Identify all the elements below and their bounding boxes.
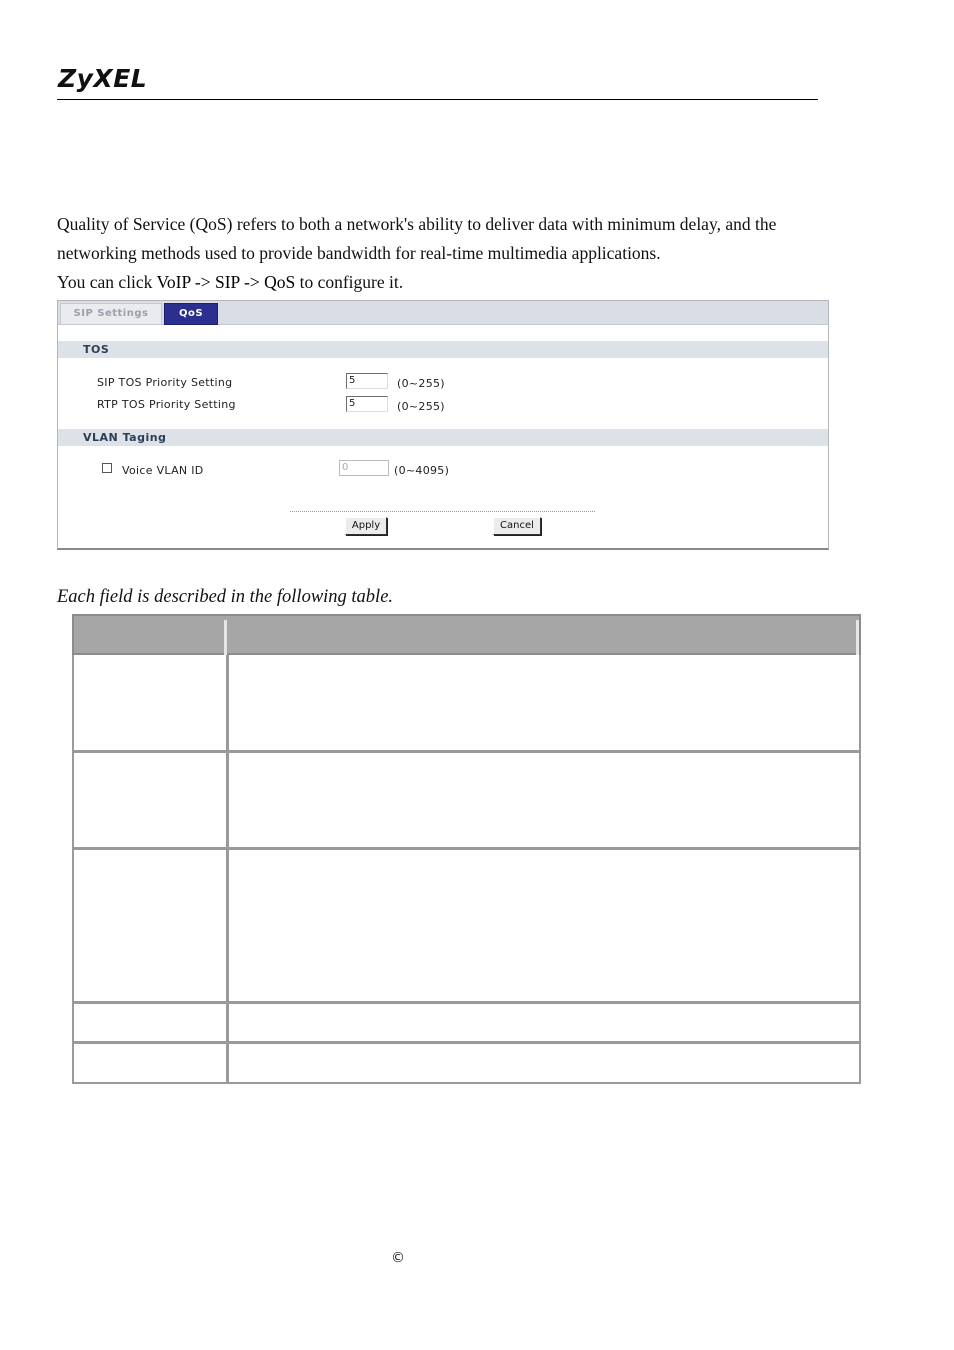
field-table-header [72,614,861,655]
sip-tos-input[interactable]: 5 [346,373,388,389]
tab-bar [58,301,828,325]
intro-line-3-prefix: You can click [57,272,157,292]
field-table [72,614,861,1084]
intro-line-3 [57,268,403,297]
section-tos [58,341,828,358]
table-caption: Each field is described in the following table. [57,587,394,607]
table-row [72,1001,861,1004]
zyxel-logo: ZyXEL [58,64,148,93]
table-row [72,847,861,850]
section-vlan [58,429,828,446]
rtp-tos-input[interactable]: 5 [346,396,388,412]
intro-line-1: Quality of Service (QoS) refers to both a network's ability to deliver data with minimum delay, and the [57,214,777,234]
voice-vlan-label: Voice VLAN ID [122,464,204,477]
tab-sip-settings[interactable]: SIP Settings [60,303,162,324]
cancel-button[interactable]: Cancel [493,517,541,535]
voice-vlan-range: (0~4095) [394,464,450,477]
header-right-edge [856,620,859,655]
rtp-tos-range: (0~255) [397,400,445,413]
tab-qos[interactable]: QoS [164,303,218,325]
header-column-separator [224,620,227,655]
rtp-tos-label: RTP TOS Priority Setting [97,398,236,411]
intro-line-3-suffix: to configure it. [295,272,404,292]
apply-button[interactable]: Apply [345,517,387,535]
table-row [72,1041,861,1044]
sip-tos-label: SIP TOS Priority Setting [97,376,233,389]
menu-path: VoIP -> SIP -> QoS [156,272,296,292]
section-vlan-title: VLAN Taging [83,431,167,444]
table-row [72,750,861,753]
header-rule [57,99,818,100]
field-table-body [72,655,861,1084]
sip-tos-range: (0~255) [397,377,445,390]
copyright-symbol: © [391,1250,405,1266]
button-divider [290,511,595,512]
voice-vlan-checkbox[interactable] [102,463,112,473]
qos-config-screenshot [57,300,829,550]
column-separator [226,655,229,1084]
intro-line-2: networking methods used to provide bandwidth for real-time multimedia applications. [57,243,661,263]
voice-vlan-input[interactable]: 0 [339,460,389,476]
section-tos-title: TOS [83,343,110,356]
